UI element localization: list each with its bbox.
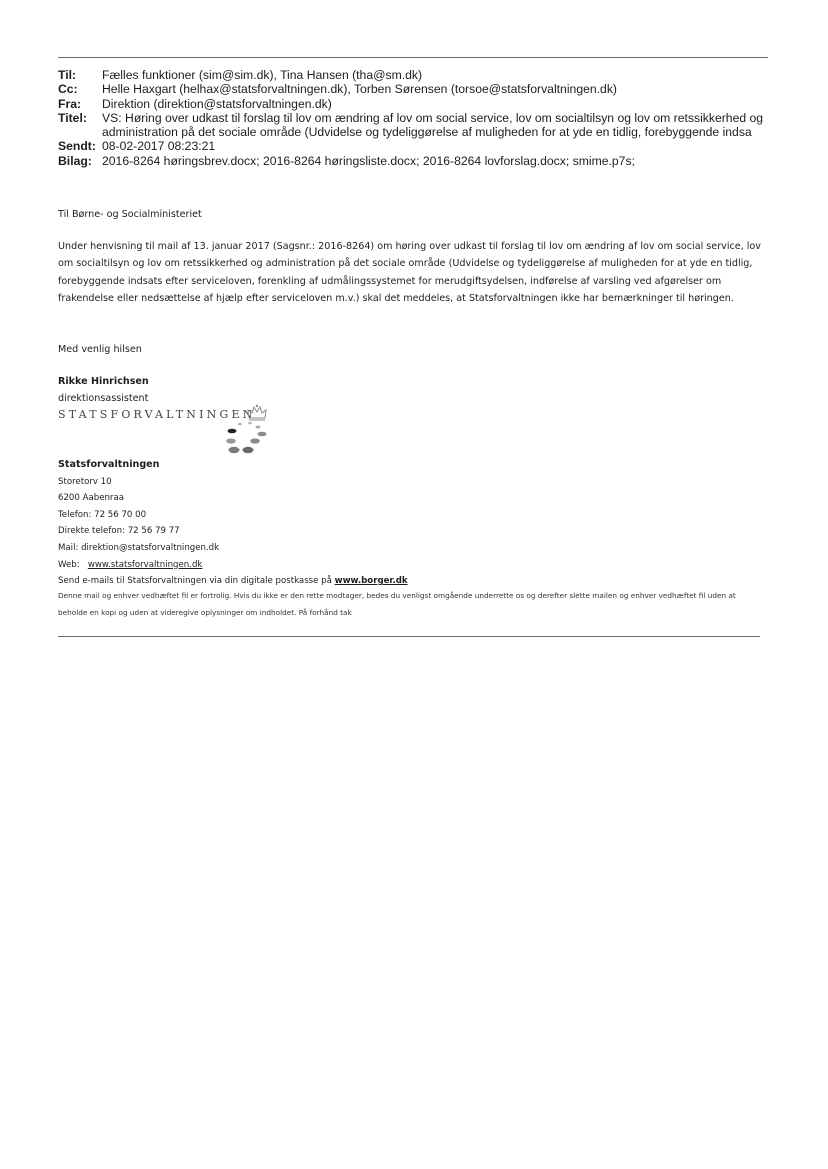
closing-text: Med venlig hilsen xyxy=(58,344,142,355)
sent-row xyxy=(58,139,770,153)
contact-street: Storetorv 10 xyxy=(58,476,112,487)
contact-direct-phone: Direkte telefon: 72 56 79 77 xyxy=(58,526,180,537)
title-value: VS: Høring over udkast til forslag til lov om ændring af lov om social service, lov om socialtilsyn og lov om retssikkerhed og administration på det sociale område (Udvidelse og tydeliggørelse af muligheden for at yde en tidlig, forebyggende indsa xyxy=(102,110,764,140)
title-row xyxy=(58,111,770,140)
closing xyxy=(58,341,763,358)
contact-mail-link[interactable]: direktion@statsforvaltningen.dk xyxy=(81,542,220,553)
salutation-text: Til Børne- og Socialministeriet xyxy=(58,209,202,220)
attachments-value: 2016-8264 høringsbrev.docx; 2016-8264 høringsliste.docx; 2016-8264 lovforslag.docx; smime.p7s; xyxy=(102,153,635,168)
contact-mail-row xyxy=(58,540,763,557)
dot-cluster-icon xyxy=(218,420,274,456)
to-label: Til: xyxy=(58,68,77,82)
from-label: Fra: xyxy=(58,96,82,111)
signer-title: direktionsassistent xyxy=(58,393,149,405)
cc-label: Cc: xyxy=(58,82,78,97)
to-value: Fælles funktioner (sim@sim.dk), Tina Hansen (tha@sm.dk) xyxy=(102,68,423,82)
contact-web-label: Web: xyxy=(58,559,88,570)
message-body xyxy=(58,238,763,307)
attachments-label: Bilag: xyxy=(58,153,92,168)
title-label: Titel: xyxy=(58,110,87,125)
contact-block xyxy=(58,457,763,590)
contact-phone: Telefon: 72 56 70 00 xyxy=(58,509,147,520)
contact-web-row xyxy=(58,557,763,574)
message-paragraph: Under henvisning til mail af 13. januar 2017 (Sagsnr.: 2016-8264) om høring over udkast til forslag til lov om ændring af lov om social service, lov om socialtilsyn og lov om retssikkerhed og administration på det sociale område (Udvidelse og tydeliggørelse af muligheden for at yde en tidlig, forebyggende indsats efter serviceloven, forenkling af udmålingssystemet for merudgiftsydelsen, indførelse af varsling ved afgørelser om frakendelse eller nedsættelse af hjælp efter serviceloven m.v.) skal det meddeles, at Statsforvaltningen ikke har bemærkninger til høringen. xyxy=(58,241,761,304)
cc-row xyxy=(58,82,770,96)
logo-wordmark: STATSFORVALTNINGEN xyxy=(58,408,256,421)
signature xyxy=(58,373,763,408)
attachments-row xyxy=(58,154,770,168)
contact-org: Statsforvaltningen xyxy=(58,459,160,470)
contact-send-text: Send e-mails til Statsforvaltningen via din digitale postkasse på xyxy=(58,576,335,587)
salutation xyxy=(58,206,763,223)
confidentiality-notice xyxy=(58,588,763,621)
sent-value: 08-02-2017 08:23:21 xyxy=(102,139,216,154)
bottom-divider xyxy=(58,636,760,637)
from-value: Direktion (direktion@statsforvaltningen.dk) xyxy=(102,96,332,111)
cc-value: Helle Haxgart (helhax@statsforvaltningen.dk), Torben Sørensen (torsoe@statsforvaltningen.dk) xyxy=(102,82,617,97)
contact-mail-label: Mail: xyxy=(58,542,82,553)
contact-city: 6200 Aabenraa xyxy=(58,493,125,504)
to-row xyxy=(58,68,770,82)
contact-web-link[interactable]: www.statsforvaltningen.dk xyxy=(87,559,203,570)
sent-label: Sendt: xyxy=(58,139,96,154)
borger-link[interactable]: www.borger.dk xyxy=(334,576,408,587)
from-row xyxy=(58,97,770,111)
signer-name: Rikke Hinrichsen xyxy=(58,376,149,387)
email-header xyxy=(58,68,770,168)
top-divider xyxy=(58,57,768,58)
disclaimer-text: Denne mail og enhver vedhæftet fil er fortrolig. Hvis du ikke er den rette modtager, bedes du venligst omgående underrette os og derefter slette mailen og enhver vedhæftet fil uden at beholde en kopi og uden at videregive oplysninger om indholdet. På forhånd tak xyxy=(58,591,736,617)
